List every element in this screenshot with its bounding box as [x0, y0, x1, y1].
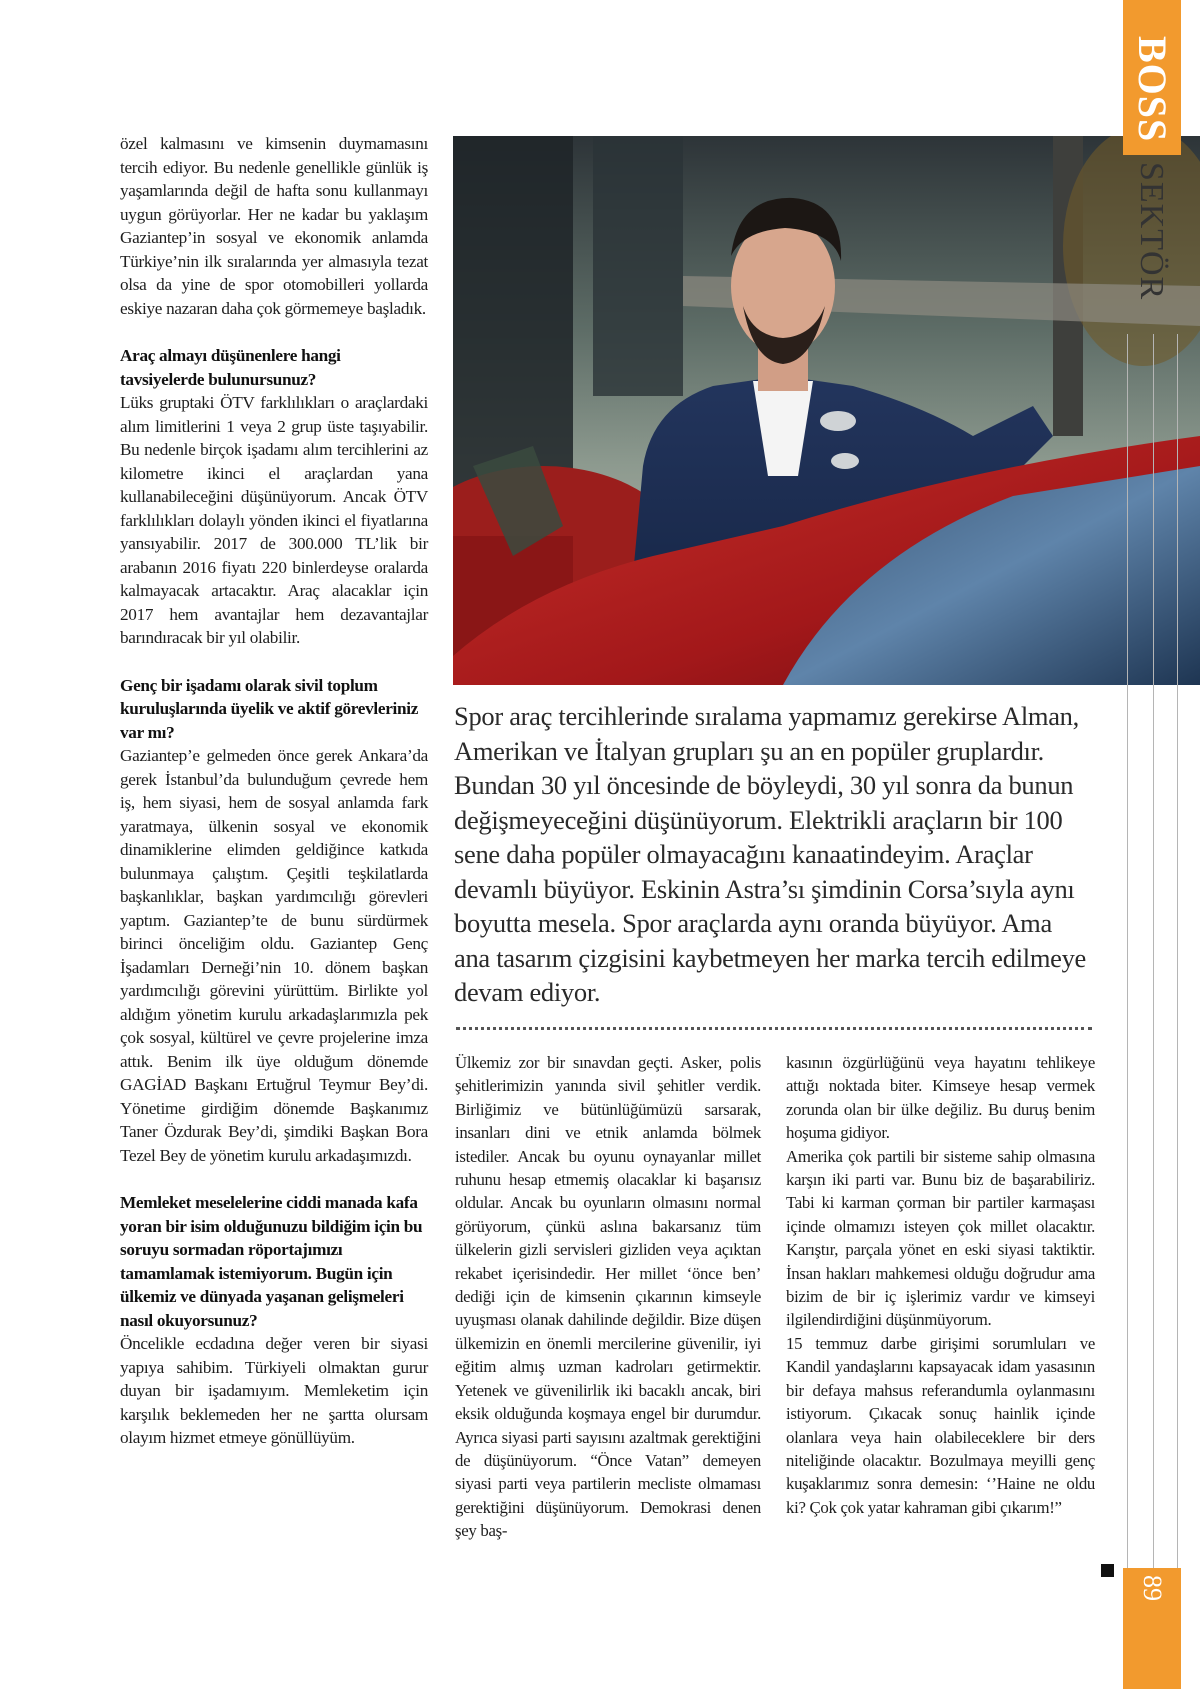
portrait-photo [453, 136, 1200, 685]
magazine-name: BOSS [1130, 36, 1175, 143]
end-of-article-square [1101, 1564, 1114, 1577]
pull-quote: Spor araç tercihlerinde sıralama yapmamız gerekirse Alman, Amerikan ve İtalyan grupları şu an en popüler gruplardır. Bundan 30 yıl öncesinde de böyleydi, 30 yıl sonra da bunun değişmeyeceğini düşünüyorum. Elektrikli araçların bir 100 sene daha popüler olmayacağını kanaatindeyim. Araçlar devamlı büyüyor. Eskinin Astra’sı şimdinin Corsa’sıyla aynı boyutta mesela. Spor araçlarda aynı oranda büyüyor. Ama ana tasarım çizgisini kaybetmeyen her marka tercih edilmeye devam ediyor. [454, 701, 1087, 1007]
question-country-affairs: Memleket meselelerine ciddi manada kafa yoran bir isim olduğunuzu bildiğim için bu soruyu sormadan röportajımızı tamamlamak istemiyorum. Bugün için ülkemiz ve dünyada yaşanan gelişmeleri nasıl okuyorsunuz? [120, 1193, 423, 1330]
page-number: 89 [1138, 1575, 1167, 1601]
question-ngo-membership: Genç bir işadamı olarak sivil toplum kuruluşlarında üyelik ve aktif görevleriniz var mı? [120, 675, 419, 742]
portrait-photo-icon [453, 136, 1200, 685]
right-paragraph-1: kasının özgürlüğünü veya hayatını tehlikeye attığı noktada biter. Kimseye hesap vermek zorunda olan bir ülke değiliz. Bu duruş benim hoşuma gidiyor. [786, 1053, 1095, 1143]
right-paragraph-2: Amerika çok partili bir sisteme sahip olmasına karşın iki parti var. Bunu biz de başarabiliriz. Tabi ki karman çorman bir partiler karmaşası içinde olmamızı isteyen çok millet olacaktır. Karıştır, parçala yönet en eski siyasi taktiktir. İnsan hakları mahkemesi olduğu doğrudur ama bizim de bir iç işlerimiz vardır ve kimseyi ilgilendirdiğini düşünmüyorum. [786, 1146, 1095, 1330]
section-label: SEKTÖR [1133, 162, 1170, 301]
question-car-advice: Araç almayı düşünenlere hangi tavsiyelerde bulunursunuz? [120, 346, 341, 389]
right-paragraph-3: 15 temmuz darbe girişimi sorumluları ve Kandil yandaşlarını kapsayacak idam yasasının bir defaya mahsus referandumla oylanmasını istiyorum. Çıkacak sonuç hainlik içinde olanlara veya hain olabileceklere bir ders niteliğinde olacaktır. Bozulmaya meyilli genç kuşaklarımız sonra demesin: ‘’Haine ne oldu ki? Çok çok yatar kahraman gibi çıkarım!” [786, 1333, 1095, 1517]
answer-ngo-membership: Gaziantep’e gelmeden önce gerek Ankara’da gerek İstanbul’da bulunduğum çevrede hem iş, hem siyasi, hem de sosyal anlamda fark yaratmaya, ülkenin sosyal ve ekonomik dinamiklerine elimden geldiğince katkıda bulunmaya çalıştım. Çeşitli teşkilatlarda başkanlıklar, başkan yardımcılığı görevleri yaptım. Gaziantep’te de bunu sürdürmek birinci önceliğim oldu. Gaziantep Genç İşadamları Derneği’nin 10. dönem başkan yardımcılığı görevini yürüttüm. Birlikte yol aldığım yönetim kurulu arkadaşlarımızla pek çok sosyal, kültürel ve çevre projelerine imza attık. Benim ilk üye olduğum dönemde GAGİAD Başkanı Ertuğrul Teymur Bey’di. Yönetime girdiğim dönemde Başkanımız Taner Özdurak Bey’di, şimdiki Başkan Bora Tezel Bey de yönetim kurulu arkadaşımızdı. [120, 746, 428, 1165]
left-paragraph-intro: özel kalmasını ve kimsenin duymamasını tercih ediyor. Bu nedenle genellikle günlük iş yaşamlarında değil de hafta sonu kullanmayı uygun görüyorlar. Her ne kadar bu yaklaşım Gaziantep’in sosyal ve ekonomik anlamda Türkiye’nin ilk sıralarında yer almasıyla tezat olsa da yine de spor otomobilleri yollarda eskiye nazaran daha çok görmemeye başladık. [120, 134, 428, 318]
answer-country-affairs: Öncelikle ecdadına değer veren bir siyasi yapıya sahibim. Türkiyeli olmaktan gurur duyan bir işadamıyım. Memleketim için karşılık beklemeden her ne şartta olursam olayım hizmet etmeye gönüllüyüm. [120, 1334, 428, 1447]
side-rule [1177, 334, 1178, 1568]
middle-paragraph: Ülkemiz zor bir sınavdan geçti. Asker, polis şehitlerimizin yanında sivil şehitler verdik. Birliğimiz ve bütünlüğümüzü sarsarak, insanları dini ve etnik anlamda bölmek istediler. Ancak bu oyunu oynayanlar millet ruhunu hesap etmemiş olacaklar ki başarısız oldular. Ancak bu oyunların olmasını normal görüyorum, çünkü aslına bakarsanız tüm ülkelerin gizli servisleri gizliden veya açıktan rekabet içerisindedir. Her millet ‘önce ben’ dediği için de kimsenin çıkarının kimseyle uyuşması olanak dahilinde değildir. Bize düşen ülkemizin en önemli mercilerine güvenilir, iyi eğitim almış uzman kadroları getirmektir. Yetenek ve güvenilirlik iki bacaklı ancak, biri eksik olduğunda koşmaya engel bir durumdur. Ayrıca siyasi parti sayısını azaltmak gerektiğini de düşünüyorum. “Önce Vatan” demeyen siyasi parti veya partilerin mecliste olmaması gerektiğini düşünüyorum. Demokrasi denen şey baş- [455, 1053, 761, 1541]
left-text-column [120, 132, 428, 1450]
middle-text-column [455, 1051, 761, 1543]
side-rule [1153, 334, 1154, 1568]
right-text-column [786, 1051, 1095, 1519]
dotted-divider [456, 1027, 1092, 1030]
answer-car-advice: Lüks gruptaki ÖTV farklılıkları o araçlardaki alım limitlerini 1 veya 2 grup üste taşıyabilir. Bu nedenle birçok işadamı alım tercihlerini az kilometre ikinci el araçlardan yana kullanabileceğini düşünüyorum. Ancak ÖTV farklılıkları dolaylı yönden ikinci el fiyatlarına yansıyabilir. 2017 de 300.000 TL’lik bir arabanın 2016 fiyatı 220 binlerdeyse oralarda kalmayacak artacaktır. Araç alacaklar için 2017 hem avantajlar hem dezavantajlar barındıracak bir yıl olabilir. [120, 393, 428, 647]
side-rule [1127, 334, 1128, 1568]
